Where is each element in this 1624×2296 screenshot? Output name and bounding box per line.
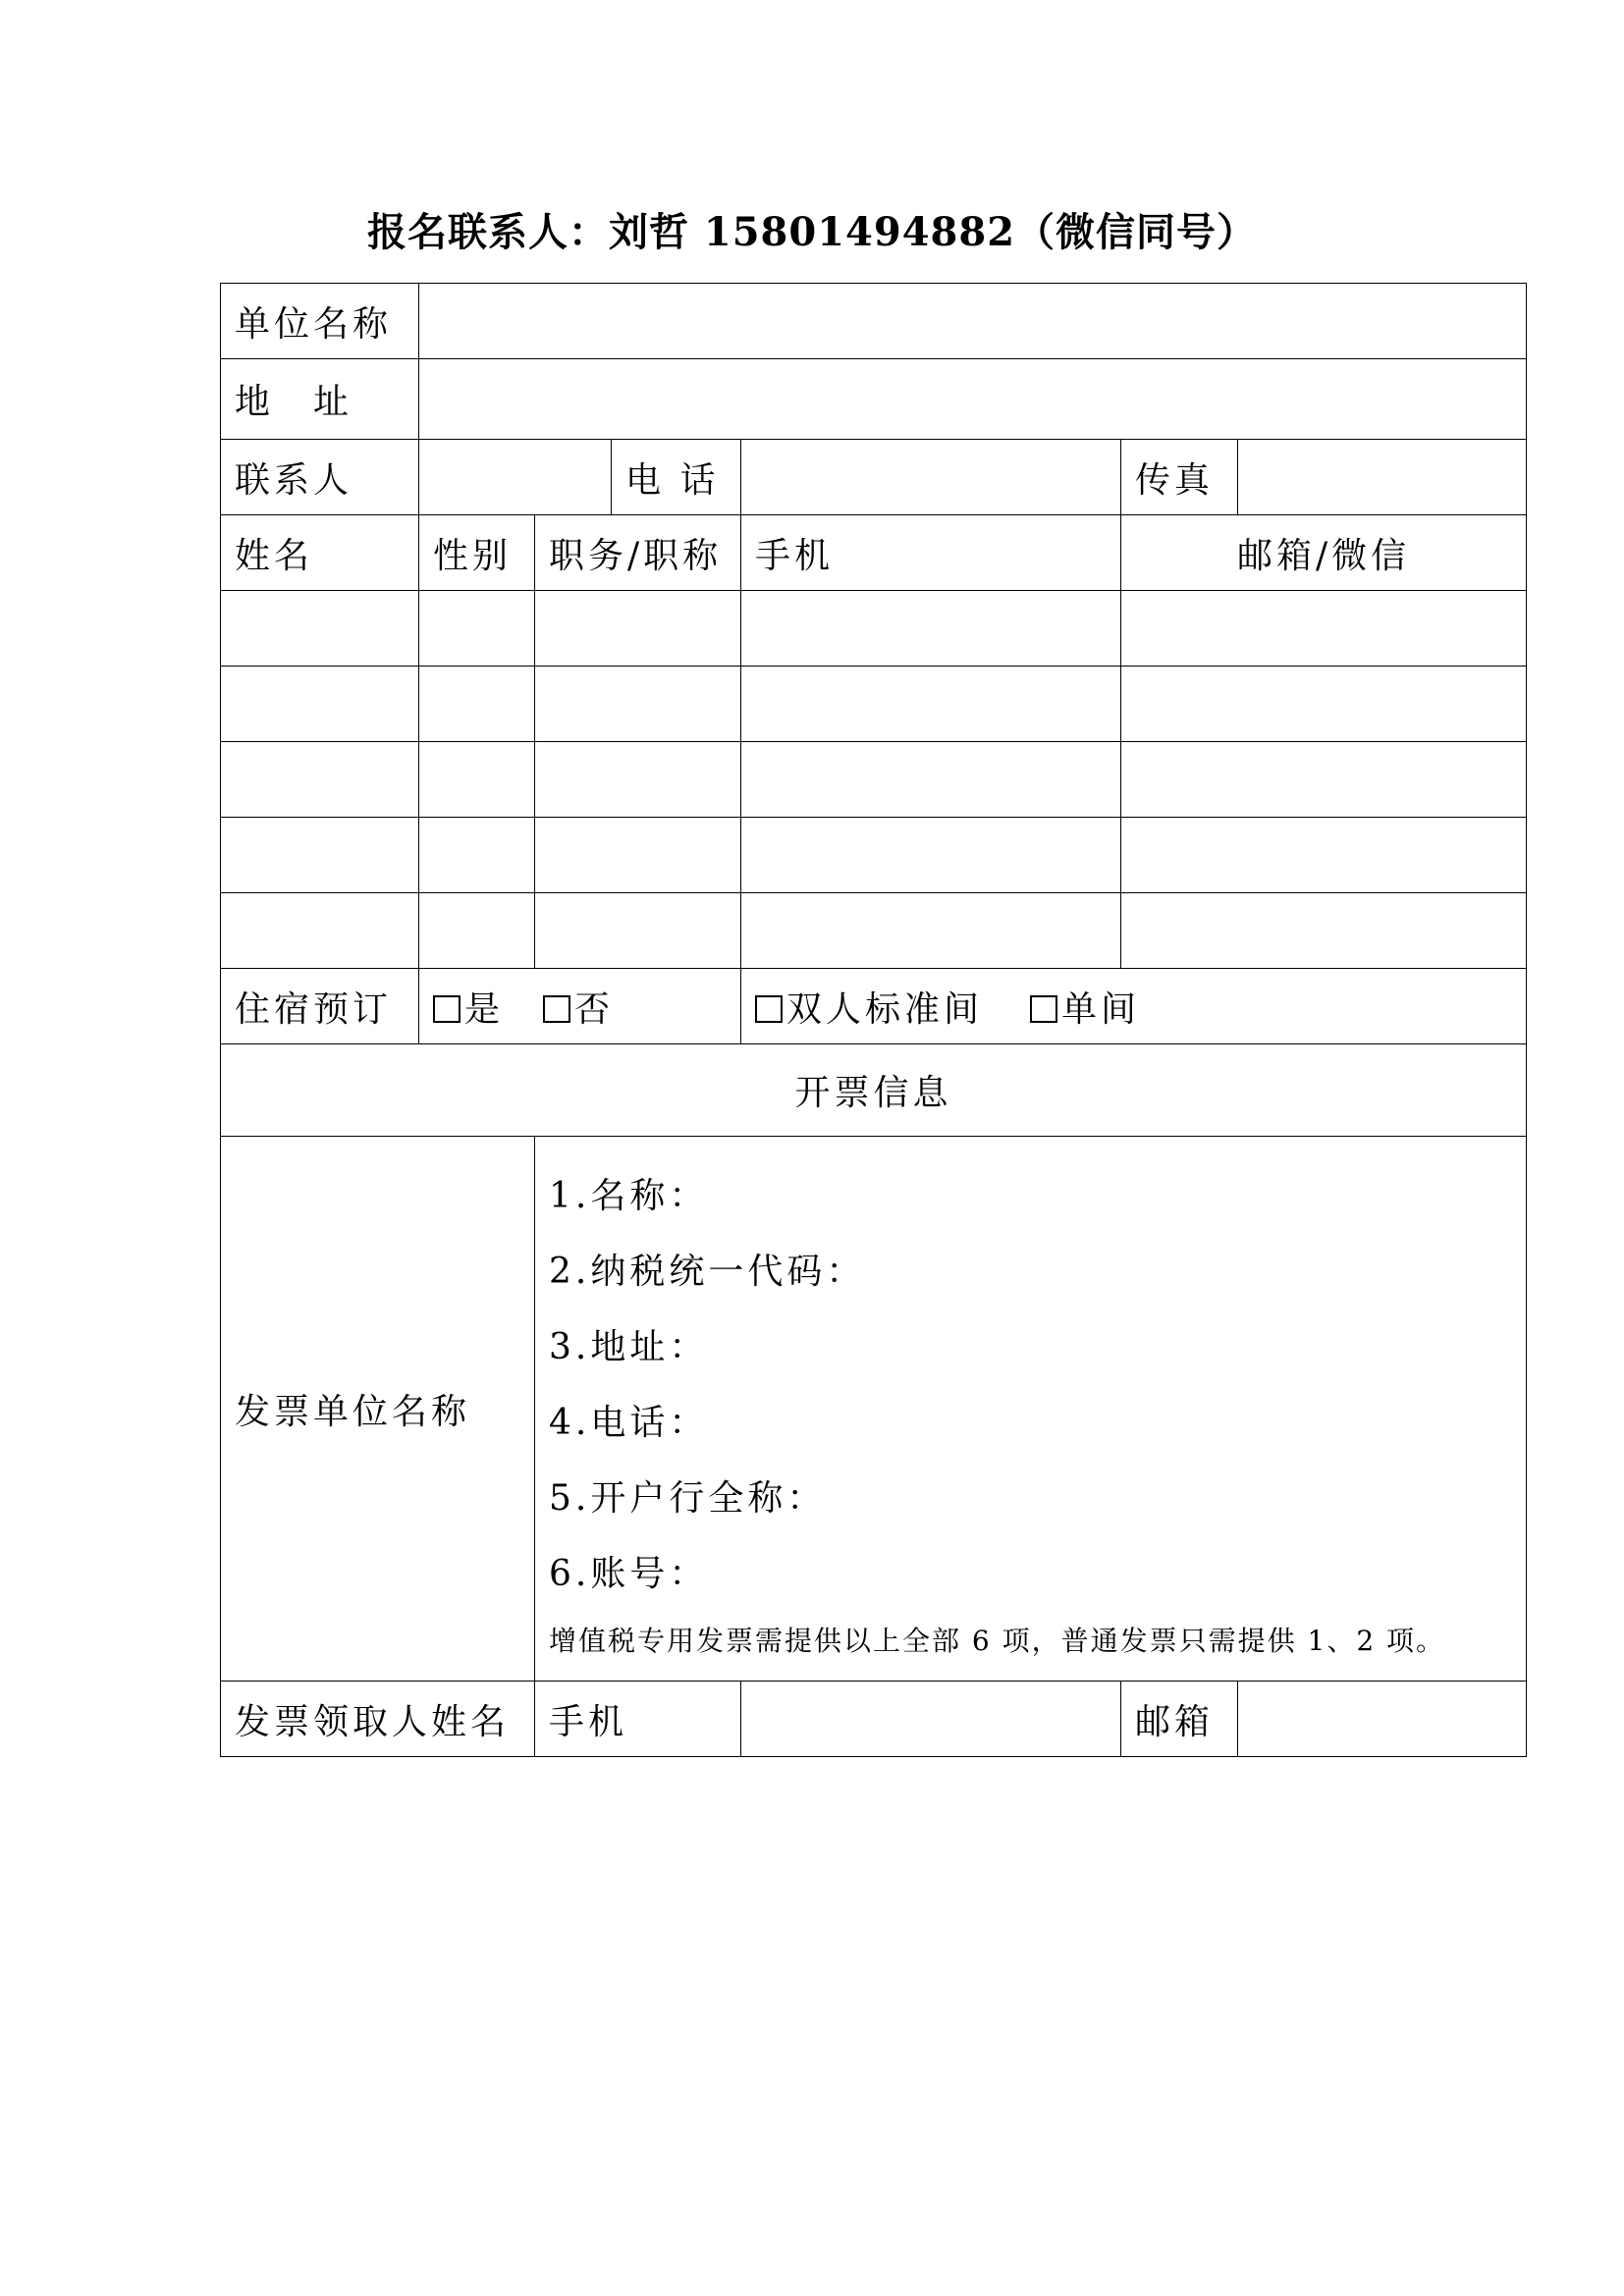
invoice-item-name: 1.名称： [549,1176,709,1216]
accommodation-yes-no [419,969,741,1044]
attendee-mobile-cell[interactable] [741,667,1121,742]
attendee-name-cell[interactable] [221,818,419,893]
attendee-row [221,667,1527,742]
phone-label: 电 话 [612,440,741,515]
room-single-label: 单间 [1061,988,1141,1030]
attendee-title-cell[interactable] [535,742,741,818]
contact-label: 联系人 [221,440,419,515]
invoice-items-cell [535,1137,1527,1682]
address-field[interactable] [419,359,1527,440]
receiver-email-field[interactable] [1238,1682,1527,1757]
col-header-name: 姓名 [221,515,419,591]
attendee-gender-cell[interactable] [419,742,535,818]
attendee-email-cell[interactable] [1121,667,1527,742]
attendee-mobile-cell[interactable] [741,591,1121,667]
attendee-mobile-cell[interactable] [741,893,1121,969]
accommodation-no-label: 否 [574,988,615,1030]
checkbox-icon [433,995,460,1023]
col-header-gender: 性别 [419,515,535,591]
col-header-email-wechat: 邮箱/微信 [1121,515,1527,591]
checkbox-icon [755,995,783,1023]
checkbox-icon [543,995,570,1023]
attendee-row [221,591,1527,667]
attendee-name-cell[interactable] [221,742,419,818]
receiver-mobile-label: 手机 [535,1682,741,1757]
invoice-section-title: 开票信息 [221,1044,1527,1137]
attendee-row [221,818,1527,893]
org-name-row [221,284,1527,359]
attendee-mobile-cell[interactable] [741,742,1121,818]
attendee-name-cell[interactable] [221,591,419,667]
accommodation-label: 住宿预订 [221,969,419,1044]
invoice-section-row [221,1044,1527,1137]
org-name-field[interactable] [419,284,1527,359]
room-single-option[interactable] [1030,982,1140,1032]
attendee-row [221,742,1527,818]
attendee-email-cell[interactable] [1121,893,1527,969]
attendee-gender-cell[interactable] [419,667,535,742]
invoice-item-bank: 5.开户行全称： [549,1478,827,1519]
accommodation-yes-label: 是 [464,988,505,1030]
attendee-email-cell[interactable] [1121,591,1527,667]
attendee-title-cell[interactable] [535,667,741,742]
invoice-item-tax-code: 2.纳税统一代码： [549,1252,866,1292]
attendee-name-cell[interactable] [221,893,419,969]
receiver-email-label: 邮箱 [1121,1682,1238,1757]
accommodation-yes-option[interactable] [433,982,504,1032]
accommodation-no-option[interactable] [543,982,614,1032]
receiver-row [221,1682,1527,1757]
attendee-email-cell[interactable] [1121,742,1527,818]
attendee-gender-cell[interactable] [419,591,535,667]
attendee-header-row [221,515,1527,591]
contact-row [221,440,1527,515]
page-title: 报名联系人：刘哲 15801494882（微信同号） [366,209,1258,255]
attendee-name-cell[interactable] [221,667,419,742]
address-row [221,359,1527,440]
invoice-info-row [221,1137,1527,1682]
invoice-item-account: 6.账号： [549,1554,709,1594]
contact-field[interactable] [419,440,612,515]
registration-form [220,283,1527,1757]
org-name-label: 单位名称 [221,284,419,359]
checkbox-icon [1030,995,1057,1023]
attendee-title-cell[interactable] [535,893,741,969]
attendee-title-cell[interactable] [535,818,741,893]
accommodation-row [221,969,1527,1044]
accommodation-room-type [741,969,1527,1044]
attendee-mobile-cell[interactable] [741,818,1121,893]
attendee-gender-cell[interactable] [419,818,535,893]
attendee-title-cell[interactable] [535,591,741,667]
receiver-label: 发票领取人姓名 [221,1682,535,1757]
attendee-row [221,893,1527,969]
col-header-mobile: 手机 [741,515,1121,591]
attendee-email-cell[interactable] [1121,818,1527,893]
attendee-gender-cell[interactable] [419,893,535,969]
invoice-note: 增值税专用发票需提供以上全部 6 项，普通发票只需提供 1、2 项。 [549,1625,1446,1657]
room-double-option[interactable] [755,982,983,1032]
invoice-item-phone: 4.电话： [549,1403,709,1443]
invoice-org-label: 发票单位名称 [221,1137,535,1682]
phone-field[interactable] [741,440,1121,515]
invoice-item-address: 3.地址： [549,1327,709,1367]
col-header-title: 职务/职称 [535,515,741,591]
fax-label: 传真 [1121,440,1238,515]
fax-field[interactable] [1238,440,1527,515]
receiver-mobile-field[interactable] [741,1682,1121,1757]
address-label: 地 址 [221,359,419,440]
room-double-label: 双人标准间 [786,988,984,1030]
